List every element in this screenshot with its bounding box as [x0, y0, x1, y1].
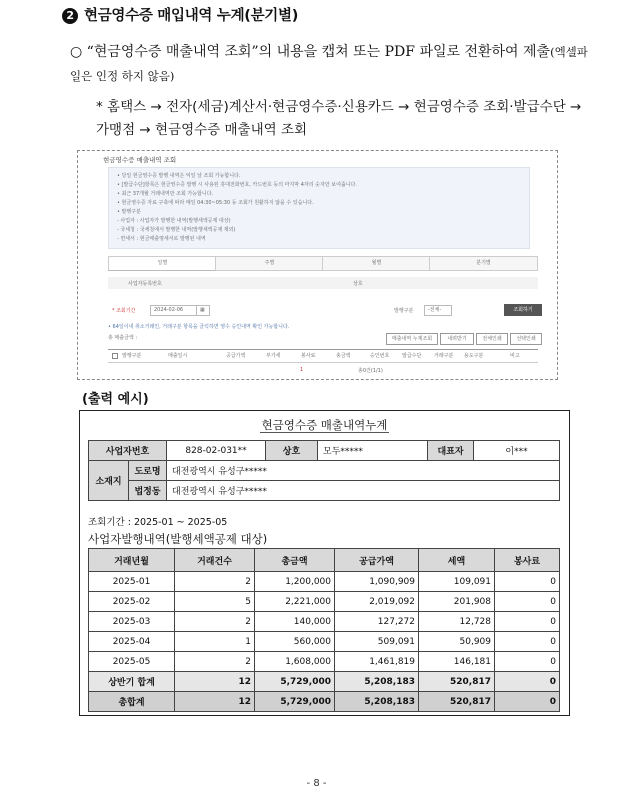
biz-no-label: 사업자등록번호	[128, 281, 162, 287]
screenshot-table-header	[108, 349, 538, 363]
road-label: 도로명	[129, 461, 167, 481]
cell: 1,461,819	[335, 652, 419, 672]
period-input[interactable]: 2024-02-06	[150, 305, 198, 316]
tab-weekly[interactable]: 주별	[215, 256, 324, 271]
cell: 1,608,000	[255, 652, 335, 672]
hometax-screenshot	[77, 150, 558, 380]
report-data-table	[88, 548, 560, 712]
cell: 0	[495, 632, 560, 652]
column-header: 봉사료	[495, 549, 560, 572]
screenshot-info-box	[108, 167, 530, 249]
cell: 0	[495, 692, 560, 712]
table-header-row	[89, 549, 560, 572]
column-header: 발급수단	[402, 353, 422, 359]
print-all-button[interactable]: 전체인쇄	[476, 333, 508, 345]
cell: 5,729,000	[255, 672, 335, 692]
column-header: 용도구분	[464, 353, 484, 359]
cell: 560,000	[255, 632, 335, 652]
tab-monthly[interactable]: 월별	[322, 256, 431, 271]
cell: 상반기 합계	[89, 672, 175, 692]
cell: 140,000	[255, 612, 335, 632]
cell: 5,208,183	[335, 692, 419, 712]
cell: 520,817	[419, 692, 495, 712]
cell: 0	[495, 592, 560, 612]
page-number: - 8 -	[306, 778, 327, 789]
biz-info-row	[108, 277, 538, 289]
trade-name-label: 상호	[353, 281, 363, 287]
cell: 2025-02	[89, 592, 175, 612]
table-row	[89, 592, 560, 612]
cell: 2,019,092	[335, 592, 419, 612]
cell: 5,208,183	[335, 672, 419, 692]
period-label: * 조회기간	[112, 308, 136, 314]
cell: 50,909	[419, 632, 495, 652]
cell: 109,091	[419, 572, 495, 592]
cell: 509,091	[335, 632, 419, 652]
report-title: 현금영수증 매출내역누계	[261, 418, 388, 432]
pager-current[interactable]: 1	[300, 367, 304, 373]
report-info-table	[88, 440, 560, 461]
table-row	[89, 612, 560, 632]
type-select[interactable]: -전체-	[424, 305, 452, 316]
column-header: 세액	[419, 549, 495, 572]
cell: 127,272	[335, 612, 419, 632]
tab-quarterly[interactable]: 분기별	[429, 256, 538, 271]
column-header: 거래구분	[434, 353, 454, 359]
cell: 1,200,000	[255, 572, 335, 592]
table-row	[89, 652, 560, 672]
download-button[interactable]: 내려받기	[440, 333, 474, 345]
pager-total: 총0건(1/1)	[358, 368, 383, 374]
lot-label: 법정동	[129, 481, 167, 501]
cell: 12,728	[419, 612, 495, 632]
lot-value: 대전광역시 유성구*****	[167, 481, 560, 501]
instruction-paragraph	[70, 40, 590, 88]
info-line: - 사업자 : 사업자가 발행한 내역(발행세액공제 대상)	[117, 218, 231, 224]
cell: 0	[495, 572, 560, 592]
section-heading-text: 현금영수증 매입내역 누계(분기별)	[84, 8, 299, 24]
screenshot-title: 현금영수증 매출내역 조회	[103, 156, 177, 164]
column-header: 거래건수	[175, 549, 255, 572]
circle-bullet: ○	[70, 44, 83, 60]
cell: 12	[175, 692, 255, 712]
column-header: 매출일시	[168, 353, 188, 359]
name-label: 상호	[266, 441, 318, 461]
cell: 146,181	[419, 652, 495, 672]
report-period: 조회기간 : 2025-01 ~ 2025-05	[88, 517, 228, 528]
cell: 2025-03	[89, 612, 175, 632]
tab-daily[interactable]: 일별	[108, 256, 217, 270]
column-header: 공급가액	[226, 353, 246, 359]
biz-no-label: 사업자번호	[89, 441, 167, 461]
info-line: • 발행구분	[117, 209, 141, 215]
section-number: 2	[62, 8, 78, 24]
biz-no-value: 828-02-031**	[167, 441, 266, 461]
report-address-table	[88, 460, 560, 501]
cell: 2	[175, 652, 255, 672]
cumulative-button[interactable]: 매출내역 누계조회	[386, 333, 438, 345]
cell: 201,908	[419, 592, 495, 612]
report-subtitle: 사업자발행내역(발행세액공제 대상)	[88, 532, 268, 546]
cell: 2025-04	[89, 632, 175, 652]
table-row	[89, 632, 560, 652]
info-line: - 면세서 : 현금매출명세서로 발행된 내역	[117, 236, 206, 242]
cell: 1	[175, 632, 255, 652]
column-header: 총금액	[255, 549, 335, 572]
column-header: 거래년월	[89, 549, 175, 572]
cell: 0	[495, 612, 560, 632]
column-header: 발행구분	[122, 353, 142, 359]
info-line: • 당일 현금영수증 발행 내역은 익일 날 조회 가능합니다.	[117, 173, 241, 179]
cell: 0	[495, 652, 560, 672]
screenshot-tabs	[108, 256, 538, 271]
search-button[interactable]: 조회하기	[504, 304, 542, 316]
report-sample	[79, 410, 570, 716]
name-value: 모두*****	[318, 441, 428, 461]
cell: 520,817	[419, 672, 495, 692]
column-header: 비고	[510, 353, 520, 359]
cell: 2	[175, 572, 255, 592]
menu-path-paragraph	[96, 96, 586, 142]
table-row	[89, 572, 560, 592]
column-header: 승인번호	[370, 353, 390, 359]
select-all-checkbox[interactable]	[112, 353, 118, 359]
info-line: • [발급수단]항목은 현금영수증 발행 시 사용된 휴대전화번호, 카드번호 등의 마지막 4자리 숫자만 보여줍니다.	[117, 182, 357, 188]
cell: 1,090,909	[335, 572, 419, 592]
info-line: - 국세청 : 국세청에서 발행한 내역(발행세액공제 제외)	[117, 227, 236, 233]
cell: 2,221,000	[255, 592, 335, 612]
sales-total-label: 총 매출금액 :	[108, 335, 138, 341]
column-header: 봉사료	[301, 353, 316, 359]
half-total-row	[89, 672, 560, 692]
road-value: 대전광역시 유성구*****	[167, 461, 560, 481]
rep-value: 이***	[474, 441, 560, 461]
output-example-caption: (출력 예시)	[82, 392, 149, 407]
column-header: 공급가액	[335, 549, 419, 572]
screenshot-note: • 64일이내 취소거래인, 거래구분 항목을 클릭하면 영수 승인내역 확인 가능합니다.	[108, 324, 290, 330]
info-line: • 현금영수증 자료 구축에 따라 매일 04:30~05:30 등 조회가 원활하지 않을 수 있습니다.	[117, 200, 314, 206]
cell: 2025-01	[89, 572, 175, 592]
asterisk-bullet: *	[96, 99, 103, 115]
instruction-note: (엑셀파일은 인정 하지 않음)	[70, 45, 588, 83]
rep-label: 대표자	[428, 441, 474, 461]
grand-total-row	[89, 692, 560, 712]
type-label: 발행구분	[394, 308, 414, 314]
section-heading	[62, 4, 298, 25]
cell: 2025-05	[89, 652, 175, 672]
cell: 2	[175, 612, 255, 632]
instruction-main: “현금영수증 매출내역 조회”의 내용을 캡쳐 또는 PDF 파일로 전환하여 제출	[86, 44, 551, 60]
calendar-icon[interactable]: ▦	[196, 305, 210, 316]
menu-path-text: 홈택스 → 전자(세금)계산서·현금영수증·신용카드 → 현금영수증 조회·발급수단 → 가맹점 → 현금영수증 매출내역 조회	[96, 99, 582, 138]
cell: 5	[175, 592, 255, 612]
cell: 0	[495, 672, 560, 692]
print-selected-button[interactable]: 선택인쇄	[510, 333, 542, 345]
cell: 5,729,000	[255, 692, 335, 712]
address-label: 소재지	[89, 461, 129, 501]
cell: 총합계	[89, 692, 175, 712]
cell: 12	[175, 672, 255, 692]
info-line: • 최근 37개월 거래내역만 조회 가능합니다.	[117, 191, 214, 197]
column-header: 부가세	[266, 353, 281, 359]
column-header: 총금액	[336, 353, 351, 359]
